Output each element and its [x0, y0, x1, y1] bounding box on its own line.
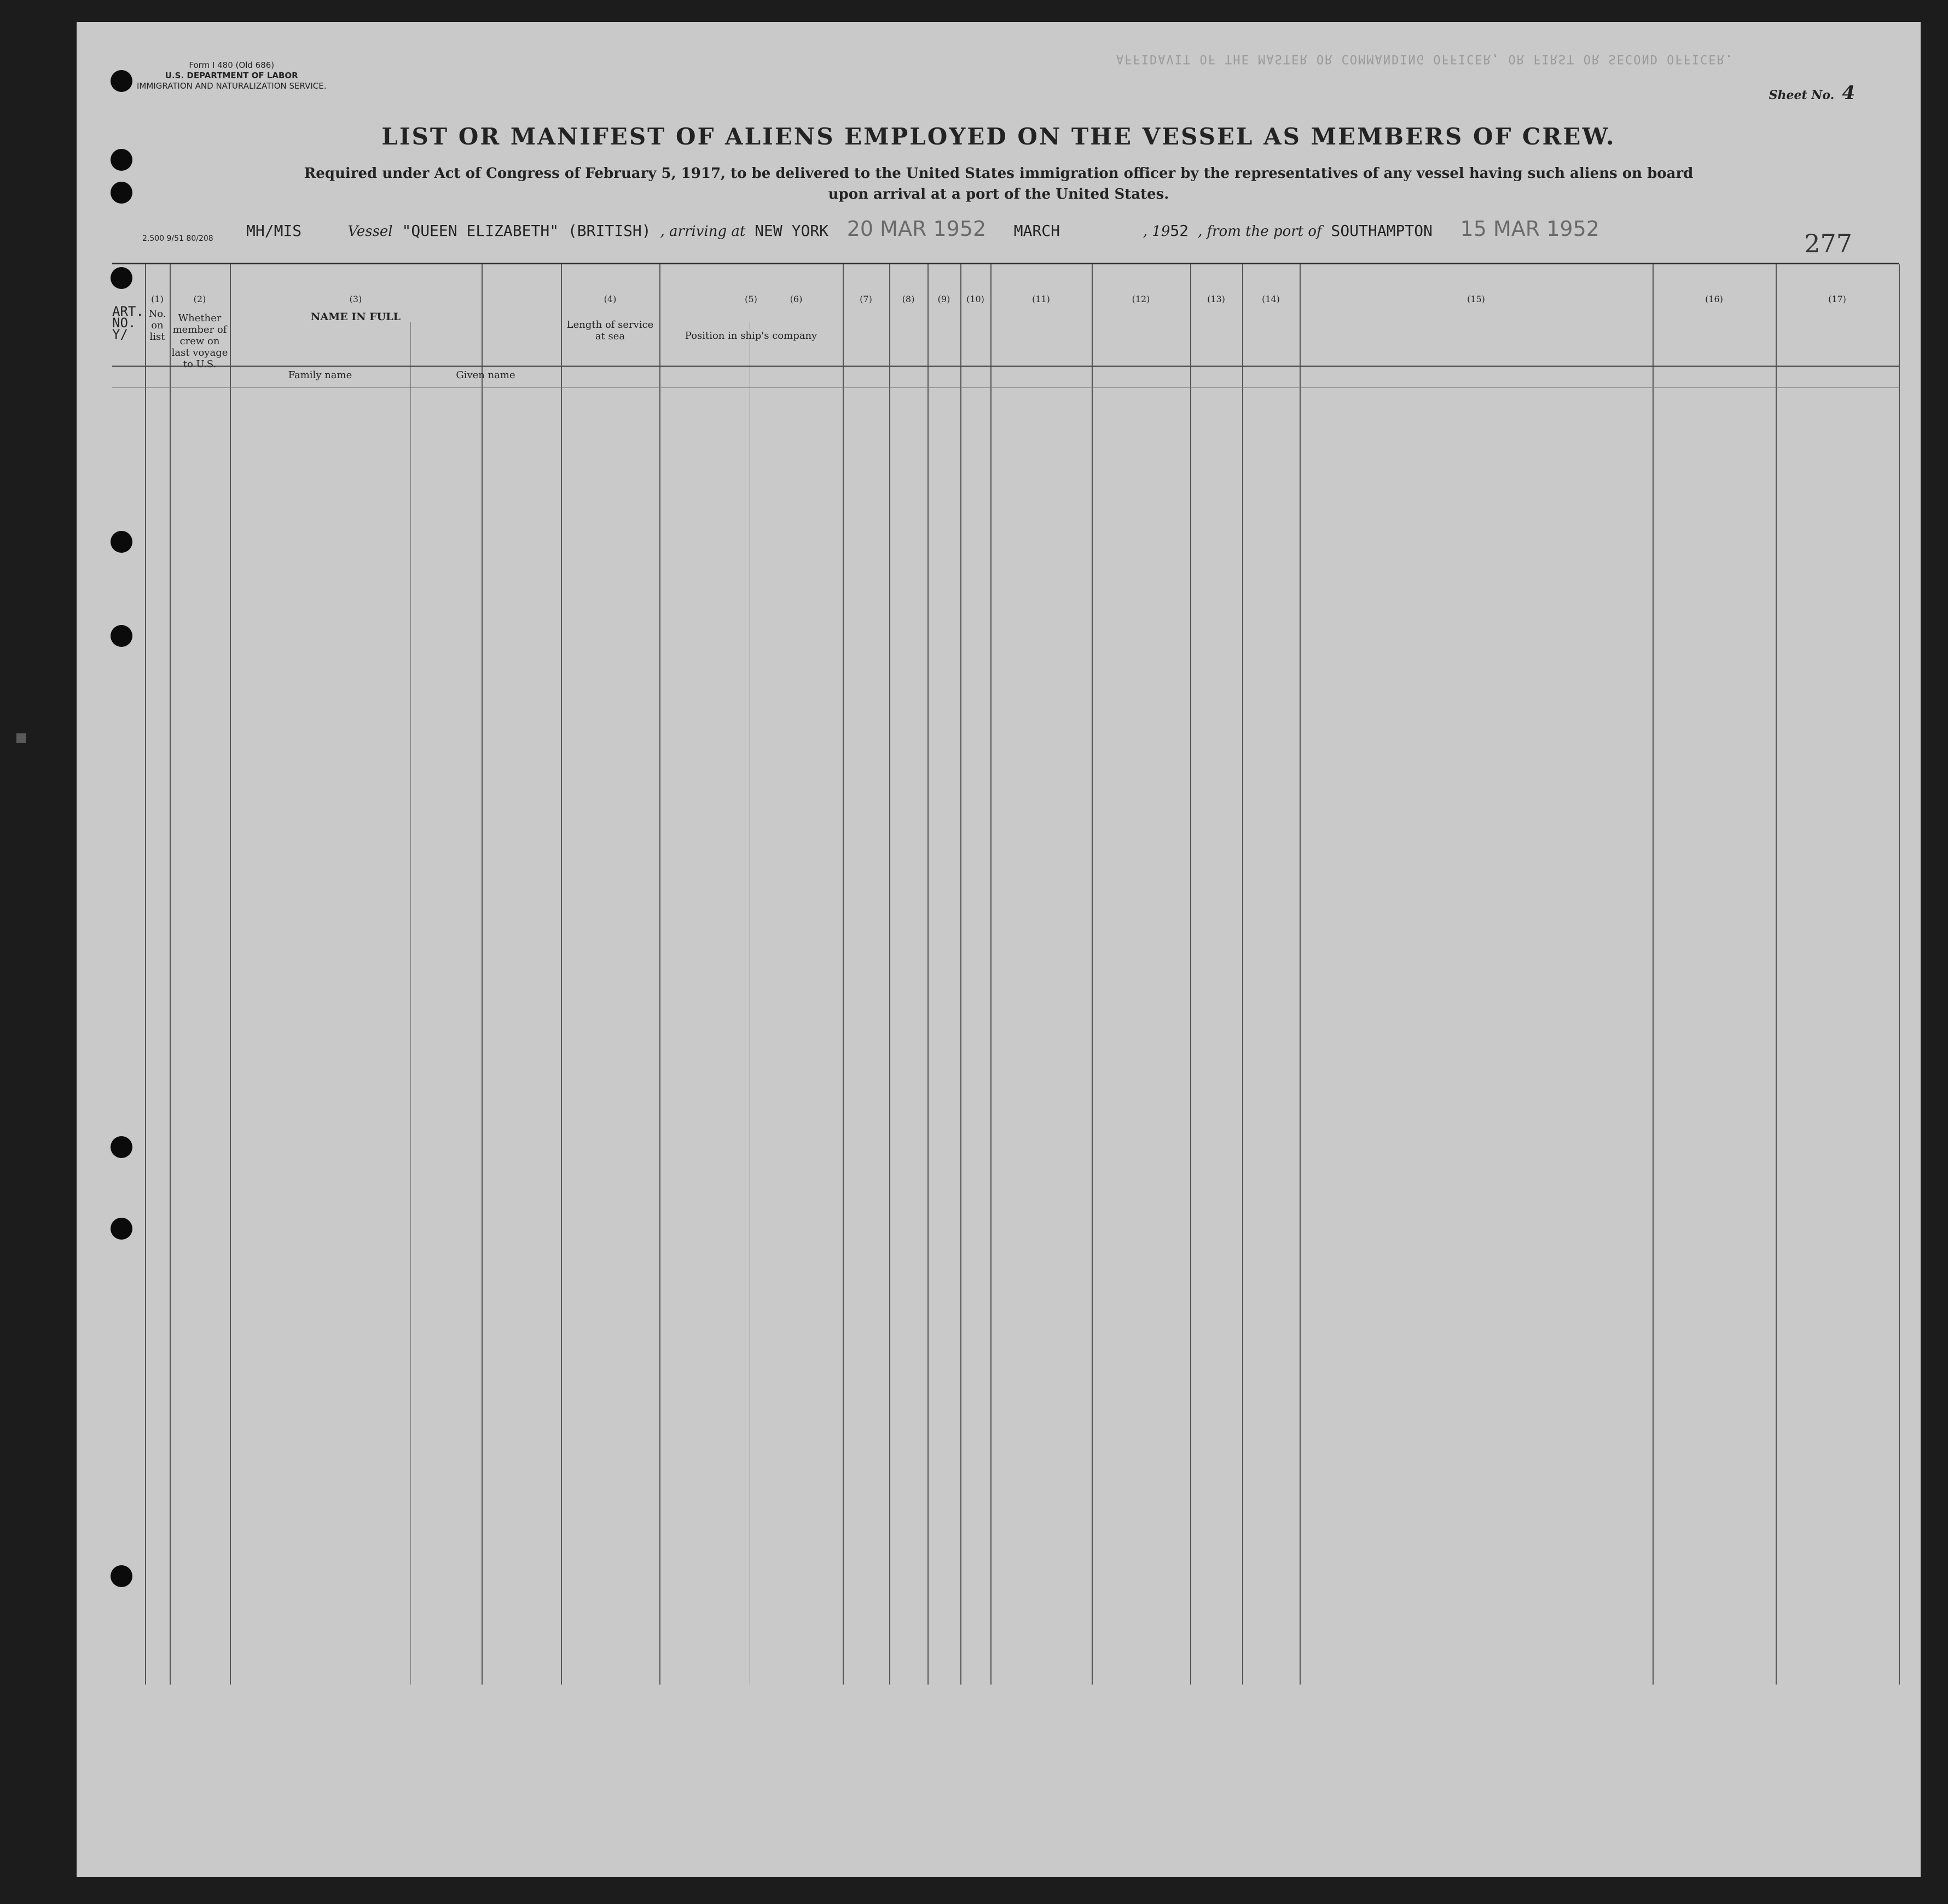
document-subtitle-line1: Required under Act of Congress of February 5, 1917, to be delivered to the United States immigration officer by the representatives of any vessel having such aliens on board	[304, 165, 1694, 182]
header-member-of-crew: Whether member of crew on last voyage to U.S.	[171, 312, 228, 370]
header-given-name: Given name	[456, 369, 515, 381]
binder-hole	[111, 70, 132, 92]
crew-table: (1) (2) (3) (4) (5) (6) (7) (8) (9) (10) (11) (12) (13) (14) (15) (16) (17) ART. NO. Y/ No. on list Whether member of crew on last voyage to U.S. NAME IN FULL Family name Given name Length of service at sea Position in ship's company	[112, 263, 1899, 1685]
sheet-number: Sheet No. 4	[1769, 82, 1855, 104]
form-number: Form I 480 (Old 686)	[189, 60, 275, 70]
manifest-sheet	[77, 22, 1921, 1877]
file-reference: MH/MIS	[246, 222, 302, 240]
arrival-port: NEW YORK	[755, 222, 829, 240]
vessel-line: MH/MIS Vessel "QUEEN ELIZABETH" (BRITISH) , arriving at NEW YORK 20 MAR 1952 MARCH , 1952 , from the port of SOUTHAMPTON 15 MAR 1952	[246, 217, 1599, 241]
header-position: Position in ship's company	[685, 330, 818, 342]
arrival-month: MARCH	[1013, 222, 1060, 240]
departure-date-stamp: 15 MAR 1952	[1460, 217, 1599, 241]
departure-port: SOUTHAMPTON	[1331, 222, 1433, 240]
header-family-name: Family name	[288, 369, 352, 381]
print-code: 2,500 9/51 80/208	[142, 234, 213, 243]
form-identifier	[137, 60, 327, 91]
bleed-through-text: AFFIDAVIT OF THE MASTER OR COMMANDING OFFICER, OR FIRST OR SECOND OFFICER.	[1116, 52, 1734, 66]
page-number: 277	[1804, 229, 1852, 258]
header-length-of-service: Length of service at sea	[566, 319, 654, 342]
service-name: IMMIGRATION AND NATURALIZATION SERVICE.	[137, 81, 327, 91]
header-name-in-full: NAME IN FULL	[311, 311, 401, 323]
department-name: U.S. DEPARTMENT OF LABOR	[165, 71, 298, 80]
document-subtitle-line2: upon arrival at a port of the United States.	[828, 186, 1169, 202]
scan-artifact	[16, 733, 26, 743]
document-title: LIST OR MANIFEST OF ALIENS EMPLOYED ON THE VESSEL AS MEMBERS OF CREW.	[381, 123, 1616, 150]
header-art-no: ART. NO. Y/	[112, 304, 144, 342]
header-no-on-list: No. on list	[148, 308, 166, 343]
vessel-name: "QUEEN ELIZABETH" (BRITISH)	[402, 222, 651, 240]
arrival-year: 52	[1170, 222, 1189, 240]
arrival-date-stamp: 20 MAR 1952	[847, 217, 987, 241]
sheet-number-value: 4	[1842, 82, 1855, 104]
